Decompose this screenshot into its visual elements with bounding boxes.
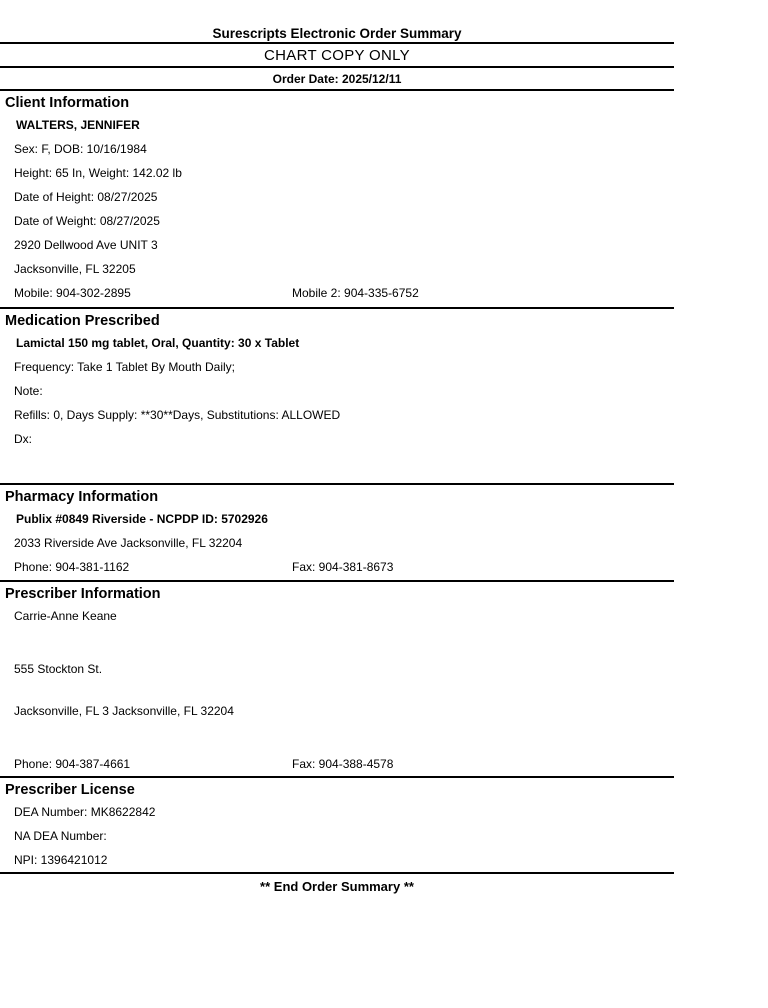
medication-frequency: Frequency: Take 1 Tablet By Mouth Daily;: [14, 360, 236, 374]
client-mobile-2: Mobile 2: 904-335-6752: [292, 286, 419, 300]
pharmacy-fax: Fax: 904-381-8673: [292, 560, 394, 574]
client-address-street: 2920 Dellwood Ave UNIT 3: [14, 238, 158, 252]
license-npi: NPI: 1396421012: [14, 853, 108, 867]
pharmacy-heading: Pharmacy Information: [5, 489, 159, 505]
section-client-information: [0, 91, 674, 309]
medication-dx: Dx:: [14, 432, 32, 446]
pharmacy-address: 2033 Riverside Ave Jacksonville, FL 32204: [14, 536, 243, 550]
order-date: Order Date: 2025/12/11: [0, 68, 674, 91]
prescriber-address-line-2: Jacksonville, FL 3 Jacksonville, FL 32204: [14, 704, 234, 718]
section-medication-prescribed: [0, 309, 674, 485]
pharmacy-phone: Phone: 904-381-1162: [14, 560, 130, 574]
client-date-of-height: Date of Height: 08/27/2025: [14, 190, 158, 204]
license-heading: Prescriber License: [5, 782, 135, 798]
client-address-city: Jacksonville, FL 32205: [14, 262, 136, 276]
prescriber-name: Carrie-Anne Keane: [14, 609, 117, 623]
pharmacy-phone-row: [0, 555, 674, 579]
chart-copy-banner: CHART COPY ONLY: [0, 44, 674, 68]
section-prescriber-license: [0, 778, 674, 874]
prescriber-heading: Prescriber Information: [5, 586, 161, 602]
end-order-summary: ** End Order Summary **: [260, 879, 414, 894]
medication-note: Note:: [14, 384, 43, 398]
client-sex-dob: Sex: F, DOB: 10/16/1984: [14, 142, 147, 156]
client-heading: Client Information: [5, 95, 130, 111]
prescriber-fax: Fax: 904-388-4578: [292, 757, 394, 771]
prescriber-phone: Phone: 904-387-4661: [14, 757, 131, 771]
client-date-of-weight: Date of Weight: 08/27/2025: [14, 214, 160, 228]
license-na-dea-number: NA DEA Number:: [14, 829, 107, 843]
prescriber-address: [0, 634, 674, 746]
client-phone-row: [0, 281, 674, 305]
client-height-weight: Height: 65 In, Weight: 142.02 lb: [14, 166, 182, 180]
section-prescriber-information: [0, 582, 674, 778]
client-mobile: Mobile: 904-302-2895: [14, 286, 131, 300]
client-name: WALTERS, JENNIFER: [16, 118, 140, 132]
prescriber-address-line-1: 555 Stockton St.: [14, 662, 103, 676]
medication-drug: Lamictal 150 mg tablet, Oral, Quantity: 30 x Tablet: [16, 336, 300, 350]
section-pharmacy-information: [0, 485, 674, 582]
license-dea-number: DEA Number: MK8622842: [14, 805, 156, 819]
medication-refills: Refills: 0, Days Supply: **30**Days, Substitutions: ALLOWED: [14, 408, 341, 422]
document-title: Surescripts Electronic Order Summary: [0, 0, 674, 44]
prescriber-phone-row: [0, 752, 674, 776]
pharmacy-name: Publix #0849 Riverside - NCPDP ID: 5702926: [16, 512, 268, 526]
medication-heading: Medication Prescribed: [5, 313, 160, 329]
